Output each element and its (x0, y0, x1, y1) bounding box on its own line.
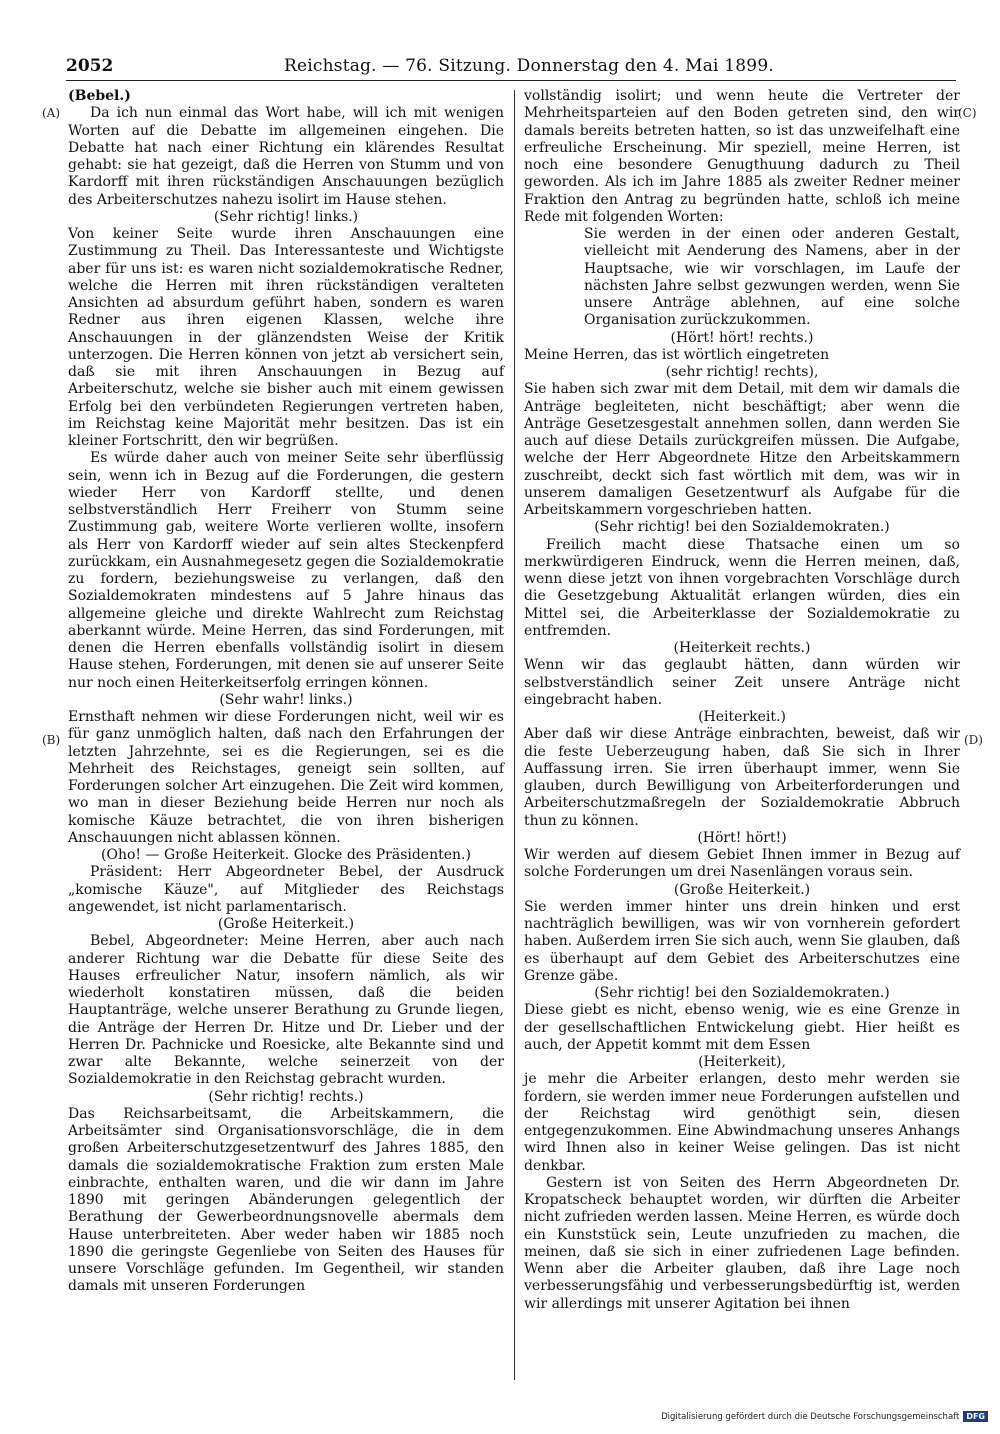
interjection: (Sehr richtig! links.) (213, 208, 359, 225)
paragraph: Das Reichsarbeitsamt, die Arbeitskammern, die Arbeitsämter sind Organisationsvorschläge, die in dem großen Arbeiterschutzgesetzentwurf des Jahres 1885, den damals die sozialdemokratische Fraktion zum ersten Male einbrachte, enthalten waren, und die wir dann im Jahre 1890 mit geringen Abänderungen gelegentlich der Berathung der Gewerbeordnungsnovelle abermals dem Hause unterbreiteten. Aber weder haben wir 1885 noch 1890 die geringste Gegenliebe von Seiten des Hauses für unsere Vorschläge gefunden. Im Gegentheil, wir standen damals mit unseren Forderungen (68, 1105, 504, 1295)
interjection: (Hört! hört!) (697, 829, 787, 846)
margin-marker-a: (A) (42, 106, 61, 120)
left-column (68, 88, 504, 1296)
margin-marker-b: (B) (42, 733, 61, 747)
interjection: (Sehr wahr! links.) (219, 691, 353, 708)
interjection: (Oho! — Große Heiterkeit. Glocke des Präsidenten.) (101, 847, 471, 863)
paragraph: Von keiner Seite wurde ihren Anschauungen eine Zustimmung zu Theil. Das Interessanteste und Wichtigste aber für uns ist: es waren nicht sozialdemokratische Redner, welche die Herren mit ihren rückständigen veralteten Ansichten ad absurdum geführt haben, sondern es waren Redner aus ihren eigenen Klassen, welche ihre Anschauungen in der glänzendsten Weise der Kritik unterzogen. Die Herren können von jetzt ab versichert sein, daß sie mit ihren Anschauungen in Bezug auf Arbeiterschutz, welche sie bisher auch mit einem gewissen Erfolg bei den verbündeten Regierungen vertreten haben, im Reichstag keine Majorität mehr besitzen. Das ist ein kleiner Fortschritt, den wir begrüßen. (68, 226, 504, 449)
dfg-logo: DFG (963, 1411, 988, 1422)
interjection: (Große Heiterkeit.) (673, 881, 811, 898)
page-number: 2052 (66, 56, 114, 76)
interjection: (Sehr richtig! bei den Sozialdemokraten.) (594, 519, 890, 536)
interjection: (Große Heiterkeit.) (217, 916, 355, 932)
column-divider (514, 90, 515, 1380)
interjection: (Heiterkeit), (698, 1054, 786, 1070)
page-header (66, 56, 956, 80)
quotation: Sie werden in der einen oder anderen Gestalt, vielleicht mit Aenderung des Namens, aber in der Hauptsache, wie wir vorschlagen, im Laufe der nächsten Jahre selbst gezwungen werden, wenn Sie unsere Anträge ablehnen, auf eine solche Organisation zurückzukommen. (584, 226, 960, 329)
interjection: (Heiterkeit.) (698, 709, 786, 725)
credit-text: Digitalisierung gefördert durch die Deutsche Forschungsgemeinschaft (661, 1411, 960, 1422)
margin-marker-c: (C) (958, 106, 977, 120)
header-rule (66, 80, 956, 81)
paragraph: Freilich macht diese Thatsache einen um so merkwürdigeren Eindruck, wenn die Herren meinen, daß, wenn diese jetzt von ihnen vorgebrachten Vorschläge durch die Gesetzgebung Aktualität erlangen würden, dies ein Mittel sei, die Arbeiterklasse der Sozialdemokratie zu entfremden. (524, 536, 960, 639)
paragraph: Sie werden immer hinter uns drein hinken und erst nachträglich bewilligen, was wir von vornherein gefordert haben. Außerdem irren Sie sich auch, wenn Sie glauben, daß es überhaupt auf dem Gebiet des Arbeiterschutzes eine Grenze gäbe. (524, 898, 960, 984)
paragraph: vollständig isolirt; und wenn heute die Vertreter der Mehrheitsparteien auf den Boden getreten sind, den wir damals bereits betreten hatten, so ist das unzweifelhaft eine erfreuliche Erscheinung. Mir speziell, meine Herren, ist noch eine besondere Genugthuung dadurch zu Theil geworden. Als ich im Jahre 1885 als zweiter Redner meiner Fraktion den Antrag zu begründen hatte, schloß ich meine Rede mit folgenden Worten: (524, 88, 960, 225)
paragraph: je mehr die Arbeiter erlangen, desto mehr werden sie fordern, sie werden immer neue Forderungen aufstellen und der Reichstag wird genöthigt sein, diesen entgegenzukommen. Eine Abwindmachung unseres Anhangs wird Ihnen also in keiner Weise gelingen. Das ist nicht denkbar. (524, 1071, 960, 1174)
paragraph: Bebel, Abgeordneter: Meine Herren, aber auch nach anderer Richtung war die Debatte für diese Seite des Hauses erfreulicher Natur, insofern nämlich, als wir wiederholt konstatiren müssen, daß die beiden Hauptanträge, welche unserer Berathung zu Grunde liegen, die Anträge der Herren Dr. Hitze und Dr. Lieber und der Herren Dr. Pachnicke und Roesicke, alte Bekannte sind und zwar alte Bekannte, welche seinerzeit von der Sozialdemokratie in den Reichstag gebracht wurden. (68, 933, 504, 1088)
paragraph: Wir werden auf diesem Gebiet Ihnen immer in Bezug auf solche Forderungen um drei Nasenlängen voraus sein. (524, 847, 960, 881)
interjection: (Heiterkeit rechts.) (673, 640, 811, 656)
running-title: Reichstag. — 76. Sitzung. Donnerstag den 4. Mai 1899. (284, 56, 774, 76)
paragraph: Wenn wir das geglaubt hätten, dann würden wir selbstverständlich seiner Zeit unsere Anträge nicht eingebracht haben. (524, 657, 960, 708)
interjection: (Hört! hört! rechts.) (670, 329, 814, 346)
right-column (524, 88, 960, 1313)
paragraph: Es würde daher auch von meiner Seite sehr überflüssig sein, wenn ich in Bezug auf die Forderungen, die gestern wieder Herr von Kardorff stellte, und denen selbstverständlich Herr Freiherr von Stumm seine Zustimmung gab, weitere Worte verlieren wollte, insofern als Herr von Kardorff wieder auf sein altes Steckenpferd zurückkam, ein Ausnahmegesetz gegen die Sozialdemokratie zu fordern, beziehungsweise zu verlangen, daß den Sozialdemokraten mindestens auf 5 Jahre hinaus das allgemeine gleiche und direkte Wahlrecht zum Reichstag aberkannt würde. Meine Herren, das sind Forderungen, mit denen die Herren ebenfalls vollständig isolirt in diesem Hause stehen, Forderungen, mit denen sie auf unserer Seite nur noch einen Heiterkeitserfolg erringen können. (68, 450, 504, 691)
paragraph: Gestern ist von Seiten des Herrn Abgeordneten Dr. Kropatscheck behauptet worden, wir dürften die Arbeiter nicht zufrieden werden lassen. Meine Herren, es würde doch ein Kunststück sein, Leute unzufrieden zu machen, die meinen, daß sie sich in einer zufriedenen Lage befinden. Wenn aber die Arbeiter glauben, daß ihre Lage noch verbesserungsfähig und verbesserungsbedürftig ist, werden wir allerdings mit unserer Agitation bei ihnen (524, 1174, 960, 1312)
interjection: (Sehr richtig! bei den Sozialdemokraten.) (594, 985, 890, 1001)
paragraph: Meine Herren, das ist wörtlich eingetreten (524, 346, 830, 363)
interjection: (sehr richtig! rechts), (665, 364, 819, 380)
interjection: (Sehr richtig! rechts.) (208, 1088, 364, 1105)
paragraph: Diese giebt es nicht, ebenso wenig, wie es eine Grenze in der gesellschaftlichen Entwickelung giebt. Hier heißt es auch, der Appetit kommt mit dem Essen (524, 1002, 960, 1053)
digitization-credit (661, 1411, 988, 1422)
speaker-tag: (Bebel.) (68, 88, 131, 104)
paragraph: Sie haben sich zwar mit dem Detail, mit dem wir damals die Anträge begleiteten, nicht beschäftigt; aber wenn die Anträge Gesetzesgestalt annehmen sollen, dann werden Sie auch auf diese Details zurückgreifen müssen. Die Aufgabe, welche der Herr Abgeordnete Hitze den Arbeitskammern zuschreibt, deckt sich fast wörtlich mit dem, was wir in unserem damaligen Gesetzentwurf als Aufgabe für die Arbeitskammern vorgeschrieben hatten. (524, 381, 960, 518)
margin-marker-d: (D) (964, 733, 983, 747)
paragraph: Aber daß wir diese Anträge einbrachten, beweist, daß wir die feste Ueberzeugung haben, daß Sie sich in Ihrer Auffassung irren. Sie irren überhaupt immer, wenn Sie glauben, durch Bewilligung von Arbeiterforderungen und Arbeiterschutzmaßregeln der Sozialdemokratie Abbruch thun zu können. (524, 726, 960, 829)
paragraph: Da ich nun einmal das Wort habe, will ich mit wenigen Worten auf die Debatte im allgemeinen eingehen. Die Debatte hat nach einer Richtung ein klärendes Resultat gehabt: sie hat gezeigt, daß die Herren von Stumm und von Kardorff mit ihren rückständigen Anschauungen bezüglich des Arbeiterschutzes nahezu isolirt im Hause stehen. (68, 105, 504, 208)
paragraph: Ernsthaft nehmen wir diese Forderungen nicht, weil wir es für ganz unmöglich halten, daß nach den Erfahrungen der letzten Jahrzehnte, sei es die Regierungen, sei es die Mehrheit des Reichstages, geneigt sein sollten, auf Forderungen solcher Art einzugehen. Die Zeit wird kommen, wo man in dieser Beziehung beide Herren nur noch als komische Käuze betrachtet, die von ihren bisherigen Anschauungen nicht ablassen können. (68, 709, 504, 846)
president-statement: Präsident: Herr Abgeordneter Bebel, der Ausdruck „komische Käuze", auf Mitglieder des Reichstags angewendet, ist nicht parlamentarisch. (68, 864, 504, 915)
